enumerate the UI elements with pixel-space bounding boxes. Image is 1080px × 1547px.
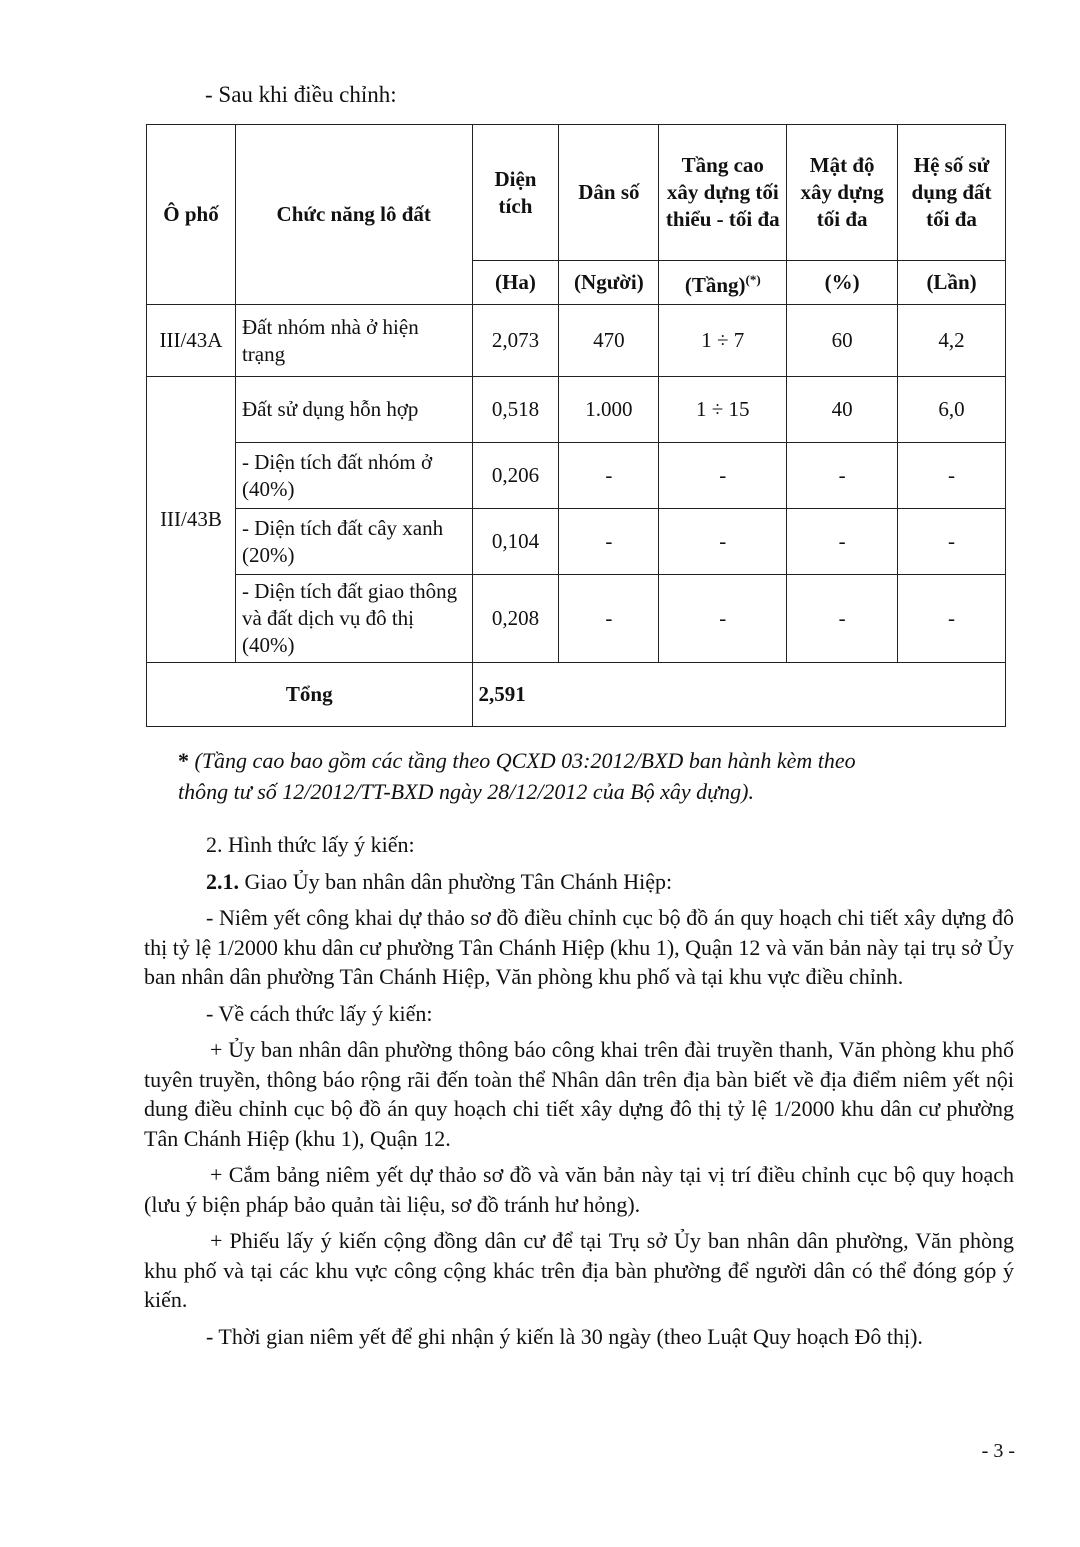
cell-dien-tich: 2,073	[472, 305, 559, 377]
paragraph-cach-thuc: - Về cách thức lấy ý kiến:	[206, 1000, 433, 1026]
header-tang-cao: Tầng cao xây dựng tối thiểu - tối đa	[659, 125, 787, 261]
cell-chuc-nang: - Diện tích đất cây xanh (20%)	[235, 509, 472, 575]
cell-dien-tich: 0,104	[472, 509, 559, 575]
table-header-row	[147, 125, 1006, 261]
cell-dien-tich: 0,208	[472, 575, 559, 663]
table-row	[147, 509, 1006, 575]
cell-chuc-nang: - Diện tích đất giao thông và đất dịch vụ đô thị (40%)	[235, 575, 472, 663]
cell-o-pho: III/43B	[147, 377, 236, 663]
land-use-table	[146, 124, 1006, 727]
cell-mat-do: -	[787, 575, 898, 663]
cell-dan-so: -	[559, 443, 659, 509]
section-2-1-heading: 2.1. Giao Ủy ban nhân dân phường Tân Chánh Hiệp:	[206, 868, 673, 894]
unit-dan-so: (Người)	[559, 261, 659, 305]
header-mat-do: Mật độ xây dựng tối đa	[787, 125, 898, 261]
table-row	[147, 305, 1006, 377]
footnote-line-1: (Tầng cao bao gồm các tầng theo QCXD 03:2012/BXD ban hành kèm theo	[194, 748, 856, 773]
cell-dien-tich: 0,206	[472, 443, 559, 509]
table-total-row	[147, 663, 1006, 727]
document-body	[144, 830, 1014, 1351]
cell-he-so: -	[898, 509, 1006, 575]
cell-tang-cao: -	[659, 575, 787, 663]
unit-tang-cao: (Tầng)(*)	[659, 261, 787, 305]
unit-he-so: (Lần)	[898, 261, 1006, 305]
footnote-line-2: thông tư số 12/2012/TT-BXD ngày 28/12/2012 của Bộ xây dựng).	[178, 779, 754, 804]
total-label: Tổng	[147, 663, 473, 727]
header-dan-so: Dân số	[559, 125, 659, 261]
cell-chuc-nang: - Diện tích đất nhóm ở (40%)	[235, 443, 472, 509]
cell-dan-so: -	[559, 509, 659, 575]
cell-tang-cao: -	[659, 443, 787, 509]
header-o-pho: Ô phố	[147, 125, 236, 305]
cell-he-so: 6,0	[898, 377, 1006, 443]
paragraph-phieu-lay-y-kien: + Phiếu lấy ý kiến cộng đồng dân cư để tại Trụ sở Ủy ban nhân dân phường, Văn phòng khu phố và tại các khu vực công cộng khác trên địa bàn phường để người dân có thể đóng góp ý kiến.	[144, 1228, 1014, 1312]
section-2-heading: 2. Hình thức lấy ý kiến:	[206, 832, 415, 857]
paragraph-niem-yet: - Niêm yết công khai dự thảo sơ đồ điều chỉnh cục bộ đồ án quy hoạch chi tiết xây dựng đô thị tỷ lệ 1/2000 khu dân cư phường Tân Chánh Hiệp (khu 1), Quận 12 và văn bản này tại trụ sở Ủy ban nhân dân phường Tân Chánh Hiệp, Văn phòng khu phố và tại khu vực điều chỉnh.	[144, 905, 1014, 989]
cell-tang-cao: 1 ÷ 15	[659, 377, 787, 443]
paragraph-cam-bang: + Cắm bảng niêm yết dự thảo sơ đồ và văn bản này tại vị trí điều chỉnh cục bộ quy hoạch (lưu ý biện pháp bảo quản tài liệu, sơ đồ tránh hư hỏng).	[144, 1162, 1014, 1217]
unit-mat-do: (%)	[787, 261, 898, 305]
cell-mat-do: -	[787, 443, 898, 509]
cell-o-pho: III/43A	[147, 305, 236, 377]
cell-dien-tich: 0,518	[472, 377, 559, 443]
cell-dan-so: 1.000	[559, 377, 659, 443]
cell-dan-so: 470	[559, 305, 659, 377]
cell-he-so: -	[898, 575, 1006, 663]
cell-tang-cao: 1 ÷ 7	[659, 305, 787, 377]
intro-text: - Sau khi điều chỉnh:	[205, 82, 397, 107]
cell-mat-do: 60	[787, 305, 898, 377]
cell-tang-cao: -	[659, 509, 787, 575]
cell-mat-do: -	[787, 509, 898, 575]
table-row	[147, 377, 1006, 443]
paragraph-thong-bao: + Ủy ban nhân dân phường thông báo công khai trên đài truyền thanh, Văn phòng khu phố tuyên truyền, thông báo rộng rãi đến toàn thể Nhân dân trên địa bàn biết về địa điểm niêm yết nội dung điều chỉnh cục bộ đồ án quy hoạch chi tiết xây dựng đô thị tỷ lệ 1/2000 khu dân cư phường Tân Chánh Hiệp (khu 1), Quận 12.	[144, 1037, 1014, 1151]
cell-chuc-nang: Đất nhóm nhà ở hiện trạng	[235, 305, 472, 377]
paragraph-thoi-gian: - Thời gian niêm yết để ghi nhận ý kiến là 30 ngày (theo Luật Quy hoạch Đô thị).	[206, 1323, 923, 1349]
cell-he-so: -	[898, 443, 1006, 509]
header-dien-tich: Diện tích	[472, 125, 559, 261]
cell-chuc-nang: Đất sử dụng hỗn hợp	[235, 377, 472, 443]
table-row	[147, 575, 1006, 663]
cell-dan-so: -	[559, 575, 659, 663]
header-he-so: Hệ số sử dụng đất tối đa	[898, 125, 1006, 261]
table-row	[147, 443, 1006, 509]
header-chuc-nang: Chức năng lô đất	[235, 125, 472, 305]
cell-mat-do: 40	[787, 377, 898, 443]
total-value: 2,591	[472, 663, 1006, 727]
cell-he-so: 4,2	[898, 305, 1006, 377]
page-number: - 3 -	[981, 1440, 1015, 1462]
footnote-star: *	[178, 748, 189, 773]
table-footnote	[178, 745, 1018, 807]
unit-dien-tich: (Ha)	[472, 261, 559, 305]
